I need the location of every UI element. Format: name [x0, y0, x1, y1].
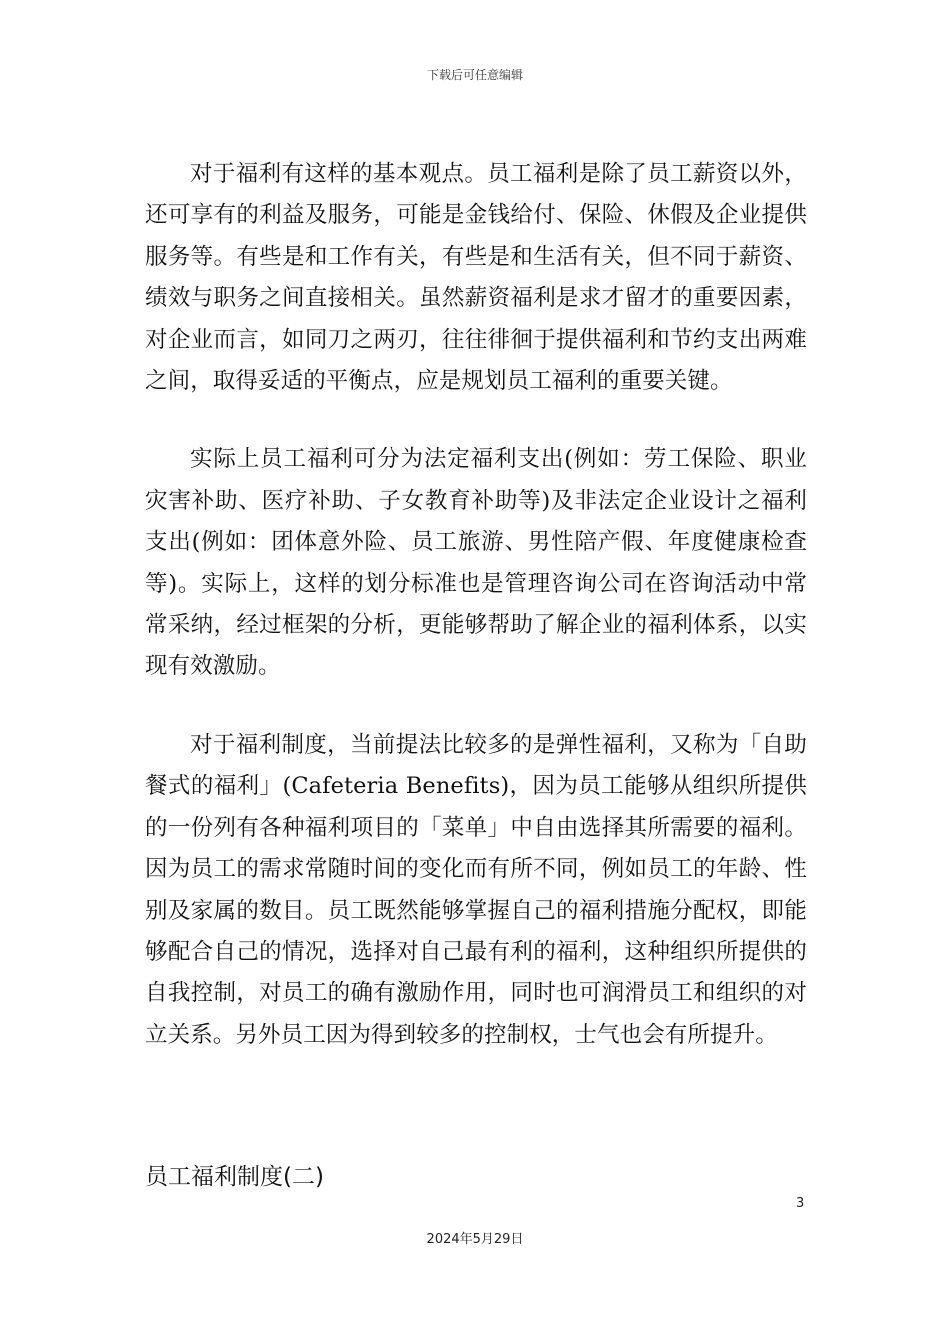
- document-body: [145, 154, 807, 1093]
- footer-date: 2024年5月29日: [426, 1232, 524, 1247]
- paragraph-flexible-benefits: 对于福利制度，当前提法比较多的是弹性福利，又称为「自助餐式的福利」(Cafeteria Benefits)，因为员工能够从组织所提供的一份列有各种福利项目的「菜单」中自由选择其所需要的福利。因为员工的需求常随时间的变化而有所不同，例如员工的年龄、性别及家属的数目。员工既然能够掌握自己的福利措施分配权，即能够配合自己的情况，选择对自己最有利的福利，这种组织所提供的自我控制，对员工的确有激励作用，同时也可润滑员工和组织的对立关系。另外员工因为得到较多的控制权，士气也会有所提升。: [145, 731, 807, 1048]
- page-header-note: 下载后可任意编辑: [426, 68, 523, 82]
- paragraph-welfare-classification: 实际上员工福利可分为法定福利支出(例如：劳工保险、职业灾害补助、医疗补助、子女教育补助等)及非法定企业设计之福利支出(例如：团体意外险、员工旅游、男性陪产假、年度健康检查等)。实际上，这样的划分标准也是管理咨询公司在咨询活动中常常采纳，经过框架的分析，更能够帮助了解企业的福利体系，以实现有效激励。: [145, 446, 807, 680]
- page-number: 3: [796, 1196, 805, 1211]
- paragraph-welfare-basics: 对于福利有这样的基本观点。员工福利是除了员工薪资以外，还可享有的利益及服务，可能是金钱给付、保险、休假及企业提供服务等。有些是和工作有关，有些是和生活有关，但不同于薪资、绩效与职务之间直接相关。虽然薪资福利是求才留才的重要因素，对企业而言，如同刀之两刃，往往徘徊于提供福利和节约支出两难之间，取得妥适的平衡点，应是规划员工福利的重要关键。: [145, 161, 807, 395]
- section-heading: 员工福利制度(二): [145, 1164, 324, 1190]
